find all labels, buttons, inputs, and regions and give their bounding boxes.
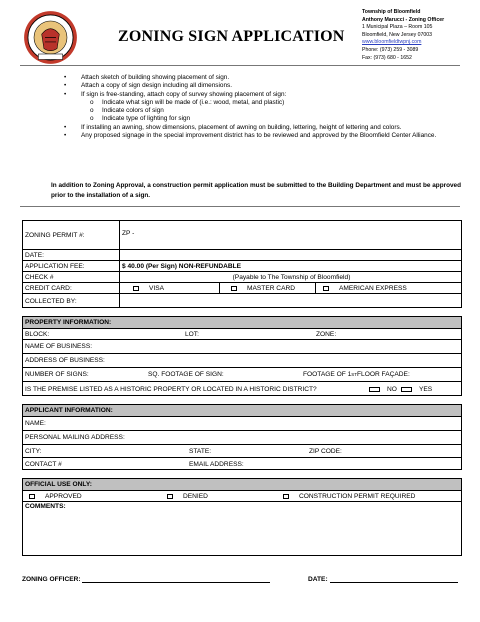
contact-line-3: 1 Municipal Plaza – Room 105 xyxy=(362,24,433,31)
official-use-section xyxy=(22,478,462,556)
state-field[interactable]: STATE: xyxy=(189,447,212,455)
approved-label: APPROVED xyxy=(45,492,82,500)
facade-ordinal: ST xyxy=(351,372,358,377)
amex-label: AMERICAN EXPRESS xyxy=(339,284,407,292)
historic-question: IS THE PREMISE LISTED AS A HISTORIC PROPERTY OR LOCATED IN A HISTORIC DISTRICT? xyxy=(25,385,317,393)
facade-label-rest: FLOOR FAÇADE: xyxy=(357,371,410,378)
date-field[interactable] xyxy=(120,250,461,260)
comments-field[interactable]: COMMENTS: xyxy=(25,503,66,510)
denied-label: DENIED xyxy=(183,492,208,500)
mastercard-option[interactable] xyxy=(229,283,295,293)
denied-option[interactable] xyxy=(165,491,208,501)
signature-date-label: DATE: xyxy=(308,576,328,583)
zoning-permit-label: ZONING PERMIT #: xyxy=(25,231,85,239)
property-section xyxy=(22,316,462,396)
applicant-name-field[interactable]: NAME: xyxy=(25,420,46,427)
construction-permit-label: CONSTRUCTION PERMIT REQUIRED xyxy=(299,492,416,500)
email-field[interactable]: EMAIL ADDRESS: xyxy=(189,460,244,468)
list-item: • Attach a copy of sign design including all dimensions. xyxy=(64,82,464,90)
zoning-permit-field[interactable]: ZP - xyxy=(122,230,135,237)
contact-number-field[interactable]: CONTACT # xyxy=(25,460,62,468)
application-fee-label: APPLICATION FEE: xyxy=(25,262,85,270)
denied-checkbox[interactable] xyxy=(167,494,173,499)
city-field[interactable]: CITY: xyxy=(25,447,42,455)
website-link[interactable]: www.bloomfieldtwpnj.com xyxy=(362,39,422,46)
business-name-field[interactable]: NAME OF BUSINESS: xyxy=(25,343,93,350)
yes-label: YES xyxy=(419,385,433,393)
check-payable-note: (Payable to The Township of Bloomfield) xyxy=(232,273,351,281)
contact-line-2: Anthony Marucci - Zoning Officer xyxy=(362,16,445,23)
page-title: ZONING SIGN APPLICATION xyxy=(118,28,345,45)
mailing-address-field[interactable]: PERSONAL MAILING ADDRESS: xyxy=(25,434,125,441)
mastercard-checkbox[interactable] xyxy=(231,286,237,291)
list-item: • Any proposed signage in the special improvement district has to be reviewed and approved by the Bloomfield Center Alliance. xyxy=(64,132,464,140)
visa-checkbox[interactable] xyxy=(133,286,139,291)
zoning-officer-label: ZONING OFFICER: xyxy=(22,576,81,583)
list-item: • Attach sketch of building showing placement of sign. xyxy=(64,74,464,82)
applicant-section xyxy=(22,404,462,470)
permit-section xyxy=(22,220,462,308)
block-field[interactable]: BLOCK: xyxy=(25,330,50,338)
credit-card-label: CREDIT CARD: xyxy=(25,284,72,292)
official-use-header: OFFICIAL USE ONLY: xyxy=(25,481,92,488)
header-divider xyxy=(20,65,460,66)
sub-list-item: o Indicate what sign will be made of (i.e.: wood, metal, and plastic) xyxy=(64,99,464,107)
list-item: • If sign is free-standing, attach copy of survey showing placement of sign: xyxy=(64,91,464,99)
contact-phone: Phone: (973) 259 - 3089 xyxy=(362,46,419,53)
instructions-list xyxy=(64,74,464,140)
approved-option[interactable] xyxy=(27,491,82,501)
historic-no-option[interactable] xyxy=(363,382,397,396)
lot-field[interactable]: LOT: xyxy=(185,330,199,338)
notice-divider xyxy=(20,206,460,207)
contact-line-4: Bloomfield, New Jersey 07003 xyxy=(362,31,433,38)
sub-list-item: o Indicate colors of sign xyxy=(64,107,464,115)
construction-permit-option[interactable] xyxy=(281,491,415,501)
amex-checkbox[interactable] xyxy=(323,286,329,291)
collected-by-field[interactable] xyxy=(120,294,461,308)
zone-field[interactable]: ZONE: xyxy=(316,330,337,338)
date-label: DATE: xyxy=(25,251,44,259)
historic-yes-option[interactable] xyxy=(395,382,432,396)
amex-option[interactable] xyxy=(321,283,407,293)
sign-footage-field[interactable]: SQ. FOOTAGE OF SIGN: xyxy=(148,371,224,378)
construction-permit-notice: In addition to Zoning Approval, a construction permit application must be submitted to the Building Department and must be approved prior to the installation of a sign. xyxy=(51,182,461,199)
facade-label: FOOTAGE OF 1 xyxy=(303,371,352,378)
historic-no-checkbox[interactable] xyxy=(369,387,380,392)
number-of-signs-field[interactable]: NUMBER OF SIGNS: xyxy=(25,371,89,378)
list-item: • If installing an awning, show dimensions, placement of awning on building, lettering, height of lettering and colors. xyxy=(64,124,464,132)
construction-permit-checkbox[interactable] xyxy=(283,494,289,499)
approved-checkbox[interactable] xyxy=(29,494,35,499)
historic-yes-checkbox[interactable] xyxy=(401,387,412,392)
property-header: PROPERTY INFORMATION: xyxy=(25,319,112,326)
signature-date[interactable] xyxy=(308,576,458,583)
township-contact-block xyxy=(362,9,444,62)
application-fee-value: $ 40.00 (Per Sign) NON-REFUNDABLE xyxy=(122,262,242,270)
sub-list-item: o Indicate type of lighting for sign xyxy=(64,115,464,123)
zoning-officer-signature[interactable] xyxy=(22,576,270,583)
applicant-header: APPLICANT INFORMATION: xyxy=(25,407,113,414)
contact-fax: Fax: (973) 680 - 1652 xyxy=(362,54,412,61)
no-label: NO xyxy=(387,385,397,393)
visa-label: VISA xyxy=(149,284,165,292)
zip-code-field[interactable]: ZIP CODE: xyxy=(309,447,342,455)
contact-line-1: Township of Bloomfield xyxy=(362,9,421,15)
township-seal-logo xyxy=(23,10,78,65)
facade-footage-field[interactable] xyxy=(301,368,410,381)
mastercard-label: MASTER CARD xyxy=(247,284,295,292)
collected-by-label: COLLECTED BY: xyxy=(25,297,77,305)
visa-option[interactable] xyxy=(131,283,164,293)
business-address-field[interactable]: ADDRESS OF BUSINESS: xyxy=(25,357,105,364)
check-number-label: CHECK # xyxy=(25,273,54,281)
